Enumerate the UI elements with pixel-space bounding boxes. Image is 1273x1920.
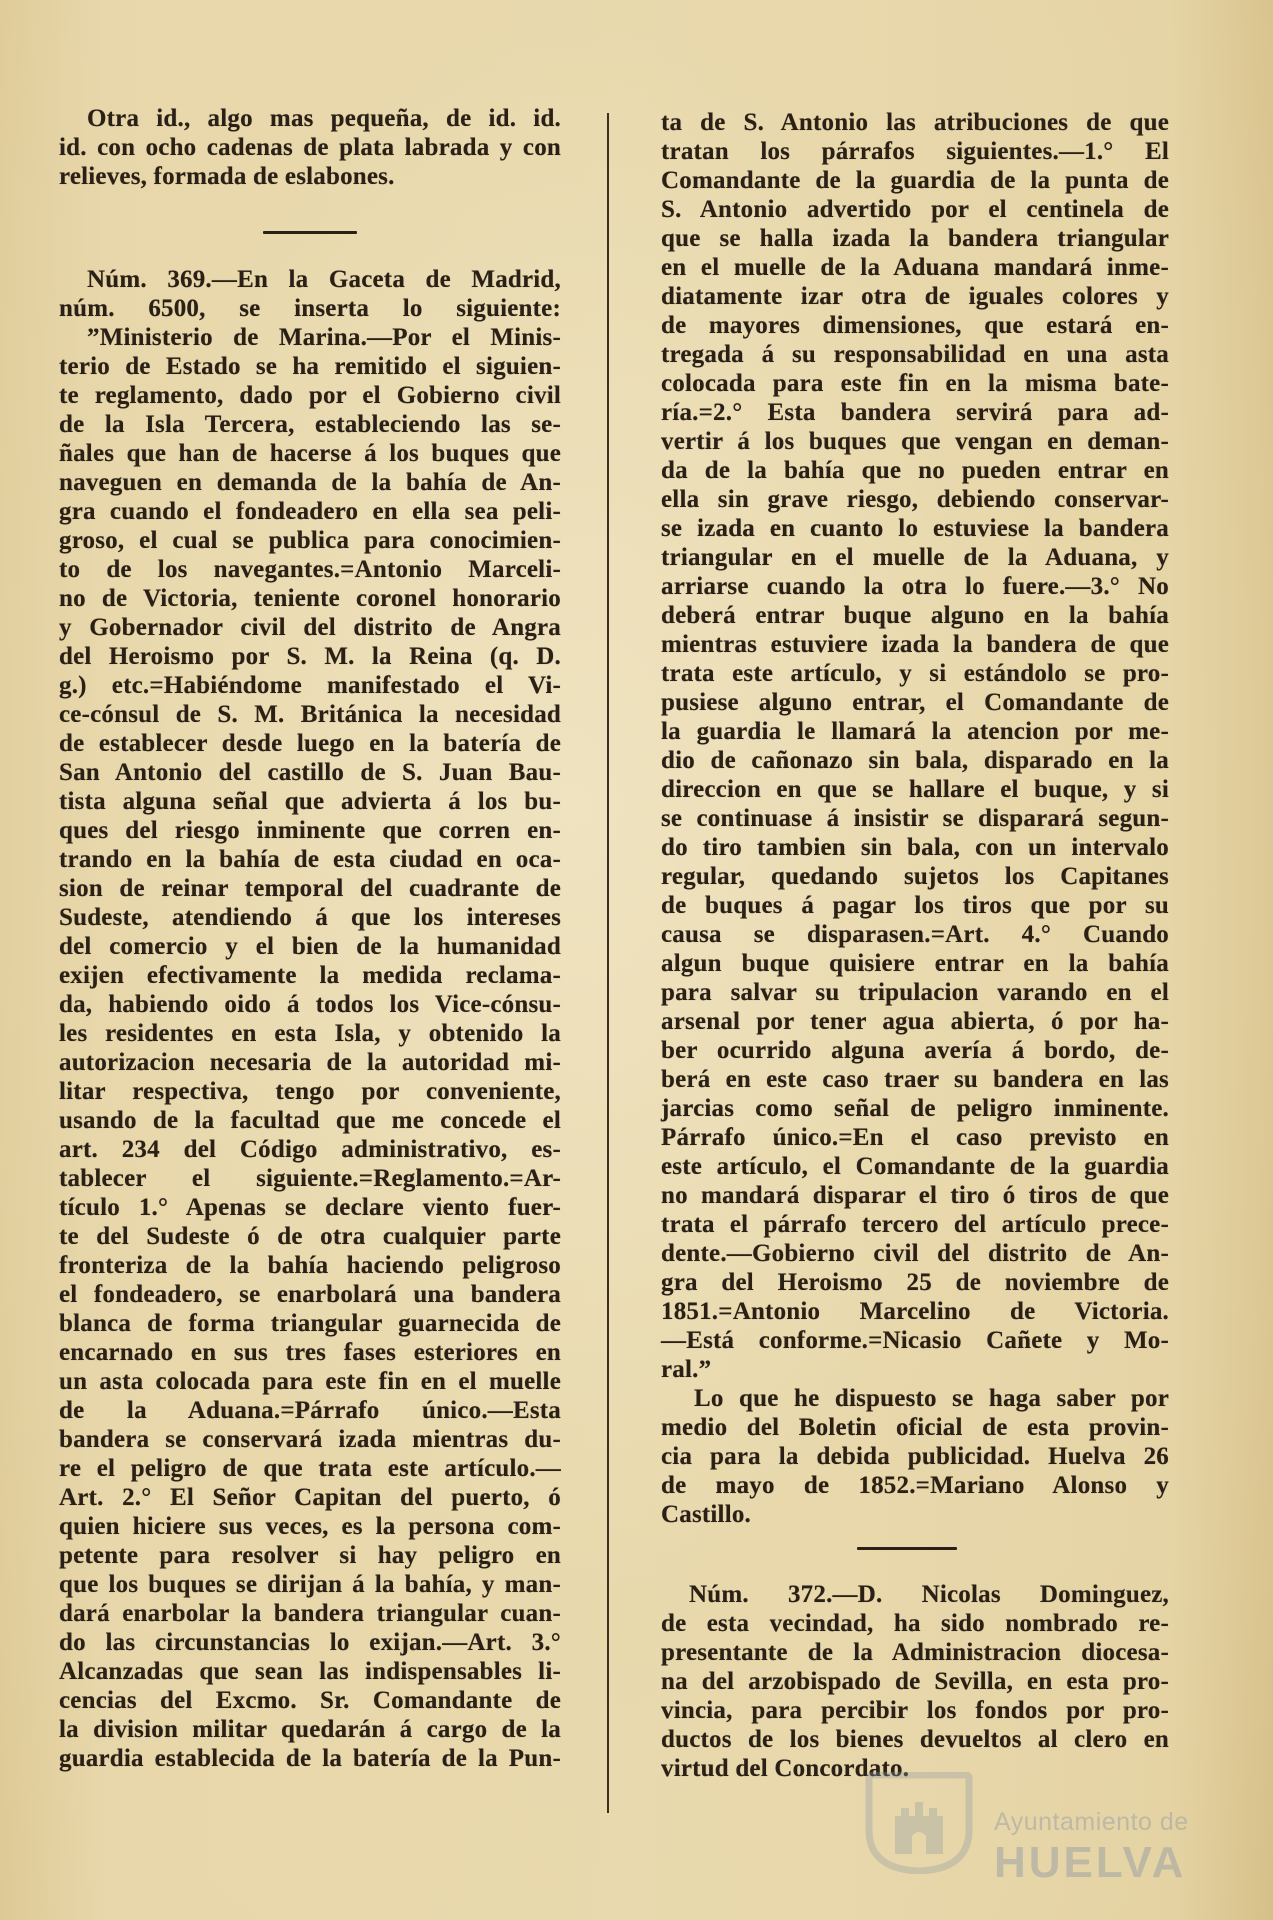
right-column-article-369-continued <box>661 108 1169 1529</box>
text-line: terio de Estado se ha remitido el siguien- <box>59 353 561 380</box>
text-line: Otra id., algo mas pequeña, de id. id. <box>87 105 561 132</box>
section-separator-rule <box>857 1547 957 1550</box>
text-line: re el peligro de que trata este artículo.— <box>59 1455 561 1482</box>
text-line: Lo que he dispuesto se haga saber por <box>694 1385 1169 1412</box>
text-line: de buques á pagar los tiros que por su <box>661 892 1169 919</box>
text-line: del Heroismo por S. M. la Reina (q. D. <box>59 643 561 670</box>
text-line: Núm. 372.—D. Nicolas Dominguez, <box>689 1581 1169 1608</box>
text-line: te reglamento, dado por el Gobierno civil <box>59 382 561 409</box>
text-line: berá en este caso traer su bandera en las <box>661 1066 1169 1093</box>
text-line: que se halla izada la bandera triangular <box>661 225 1169 252</box>
text-line: de esta vecindad, ha sido nombrado re- <box>661 1610 1169 1637</box>
text-line: ral.” <box>661 1356 712 1383</box>
text-line: naveguen en demanda de la bahía de An- <box>59 469 561 496</box>
text-line: arsenal por tener agua abierta, ó por ha- <box>661 1008 1169 1035</box>
text-line: del comercio y el bien de la humanidad <box>59 933 561 960</box>
text-line: de establecer desde luego en la batería de <box>59 730 561 757</box>
text-line: trata el párrafo tercero del artículo prece- <box>661 1211 1169 1238</box>
text-line: pusiese alguno entrar, el Comandante de <box>661 689 1169 716</box>
text-line: encarnado en sus tres fases esteriores en <box>59 1339 561 1366</box>
text-line: triangular en el muelle de la Aduana, y <box>661 544 1169 571</box>
text-line: usando de la facultad que me concede el <box>59 1107 561 1134</box>
text-line: ”Ministerio de Marina.—Por el Minis- <box>87 324 561 351</box>
text-line: Alcanzadas que sean las indispensables li- <box>59 1658 561 1685</box>
text-line: causa se disparasen.=Art. 4.° Cuando <box>661 921 1169 948</box>
text-line: la guardia le llamará la atencion por me- <box>661 718 1169 745</box>
text-line: quien hiciere sus veces, es la persona com- <box>59 1513 561 1540</box>
text-line: en el muelle de la Aduana mandará inme- <box>661 254 1169 281</box>
text-line: dio de cañonazo sin bala, disparado en la <box>661 747 1169 774</box>
text-line: Castillo. <box>661 1501 751 1528</box>
text-line: Art. 2.° El Señor Capitan del puerto, ó <box>59 1484 561 1511</box>
text-line: da de la bahía que no pueden entrar en <box>661 457 1169 484</box>
text-line: trata este artículo, y si estándolo se pro- <box>661 660 1169 687</box>
text-line: Sudeste, atendiendo á que los intereses <box>59 904 561 931</box>
text-line: to de los navegantes.=Antonio Marceli- <box>59 556 561 583</box>
text-line: algun buque quisiere entrar en la bahía <box>661 950 1169 977</box>
text-line: núm. 6500, se inserta lo siguiente: <box>59 295 561 322</box>
text-line: bandera se conservará izada mientras du- <box>59 1426 561 1453</box>
section-separator-rule <box>263 231 357 234</box>
text-line: petente para resolver si hay peligro en <box>59 1542 561 1569</box>
text-line: S. Antonio advertido por el centinela de <box>661 196 1169 223</box>
text-line: relieves, formada de eslabones. <box>59 163 395 190</box>
text-line: presentante de la Administracion diocesa- <box>661 1639 1169 1666</box>
text-line: tista alguna señal que advierta á los bu- <box>59 788 561 815</box>
text-line: cencias del Excmo. Sr. Comandante de <box>59 1687 561 1714</box>
text-line: dará enarbolar la bandera triangular cuan- <box>59 1600 561 1627</box>
text-line: do tiro tambien sin bala, con un intervalo <box>661 834 1169 861</box>
text-line: colocada para este fin en la misma bate- <box>661 370 1169 397</box>
text-line: tregada á su responsabilidad en una asta <box>661 341 1169 368</box>
text-line: este artículo, el Comandante de la guardia <box>661 1153 1169 1180</box>
text-line: Comandante de la guardia de la punta de <box>661 167 1169 194</box>
text-line: ques del riesgo inminente que corren en- <box>59 817 561 844</box>
text-line: te del Sudeste ó de otra cualquier parte <box>59 1223 561 1250</box>
text-line: guardia establecida de la batería de la Pun- <box>59 1745 561 1772</box>
text-line: Núm. 369.—En la Gaceta de Madrid, <box>87 266 561 293</box>
text-line: tablecer el siguiente.=Reglamento.=Ar- <box>59 1165 561 1192</box>
text-line: virtud del Concordato. <box>661 1755 910 1782</box>
text-line: jarcias como señal de peligro inminente. <box>661 1095 1169 1122</box>
text-line: San Antonio del castillo de S. Juan Bau- <box>59 759 561 786</box>
text-line: tratan los párrafos siguientes.—1.° El <box>661 138 1169 165</box>
text-line: litar respectiva, tengo por conveniente, <box>59 1078 561 1105</box>
text-line: para salvar su tripulacion varando en el <box>661 979 1169 1006</box>
text-line: sion de reinar temporal del cuadrante de <box>59 875 561 902</box>
text-line: id. con ocho cadenas de plata labrada y con <box>59 134 561 161</box>
text-line: medio del Boletin oficial de esta provin- <box>661 1414 1169 1441</box>
text-line: ría.=2.° Esta bandera servirá para ad- <box>661 399 1169 426</box>
text-line: da, habiendo oido á todos los Vice-cónsu- <box>59 991 561 1018</box>
text-line: blanca de forma triangular guarnecida de <box>59 1310 561 1337</box>
text-line: vertir á los buques que vengan en deman- <box>661 428 1169 455</box>
text-line: de la Aduana.=Párrafo único.—Esta <box>59 1397 561 1424</box>
text-line: gra cuando el fondeadero en ella sea peli- <box>59 498 561 525</box>
text-line: dente.—Gobierno civil del distrito de An- <box>661 1240 1169 1267</box>
text-line: ta de S. Antonio las atribuciones de que <box>661 109 1169 136</box>
text-line: trando en la bahía de esta ciudad en oca- <box>59 846 561 873</box>
text-line: groso, el cual se publica para conocimien- <box>59 527 561 554</box>
text-line: el fondeadero, se enarbolará una bandera <box>59 1281 561 1308</box>
text-line: arriarse cuando la otra lo fuere.—3.° No <box>661 573 1169 600</box>
text-line: y Gobernador civil del distrito de Angra <box>59 614 561 641</box>
left-column-article-369 <box>59 265 561 1773</box>
text-line: de mayores dimensiones, que estará en- <box>661 312 1169 339</box>
huelva-logo-icon <box>857 1772 981 1874</box>
watermark-text: Ayuntamiento de <box>994 1808 1189 1836</box>
text-line: no mandará disparar el tiro ó tiros de que <box>661 1182 1169 1209</box>
text-line: do las circunstancias lo exijan.—Art. 3.° <box>59 1629 561 1656</box>
text-line: diatamente izar otra de iguales colores y <box>661 283 1169 310</box>
text-line: no de Victoria, teniente coronel honorario <box>59 585 561 612</box>
text-line: tículo 1.° Apenas se declare viento fuer- <box>59 1194 561 1221</box>
text-line: Párrafo único.=En el caso previsto en <box>661 1124 1169 1151</box>
text-line: ductos de los bienes devueltos al clero en <box>661 1726 1169 1753</box>
text-line: na del arzobispado de Sevilla, en esta pro- <box>661 1668 1169 1695</box>
text-line: que los buques se dirijan á la bahía, y man- <box>59 1571 561 1598</box>
text-line: —Está conforme.=Nicasio Cañete y Mo- <box>661 1327 1169 1354</box>
text-line: deberá entrar buque alguno en la bahía <box>661 602 1169 629</box>
text-line: 1851.=Antonio Marcelino de Victoria. <box>661 1298 1169 1325</box>
text-line: se izada en cuanto lo estuviese la bandera <box>661 515 1169 542</box>
text-line: fronteriza de la bahía haciendo peligroso <box>59 1252 561 1279</box>
text-line: ella sin grave riesgo, debiendo conservar- <box>661 486 1169 513</box>
text-line: vincia, para percibir los fondos por pro- <box>661 1697 1169 1724</box>
text-line: la division militar quedarán á cargo de la <box>59 1716 561 1743</box>
text-line: direccion en que se hallare el buque, y si <box>661 776 1169 803</box>
text-line: mientras estuviere izada la bandera de que <box>661 631 1169 658</box>
text-line: ce-cónsul de S. M. Británica la necesidad <box>59 701 561 728</box>
text-line: gra del Heroismo 25 de noviembre de <box>661 1269 1169 1296</box>
text-line: les residentes en esta Isla, y obtenido la <box>59 1020 561 1047</box>
watermark-title: HUELVA <box>994 1838 1187 1887</box>
text-line: autorizacion necesaria de la autoridad mi- <box>59 1049 561 1076</box>
text-line: art. 234 del Código administrativo, es- <box>59 1136 561 1163</box>
text-line: un asta colocada para este fin en el muelle <box>59 1368 561 1395</box>
left-column-top-paragraph <box>59 104 561 191</box>
text-line: exijen efectivamente la medida reclama- <box>59 962 561 989</box>
text-line: regular, quedando sujetos los Capitanes <box>661 863 1169 890</box>
text-line: se continuase á insistir se disparará segun- <box>661 805 1169 832</box>
text-line: ber ocurrido alguna avería á bordo, de- <box>661 1037 1169 1064</box>
text-line: g.) etc.=Habiéndome manifestado el Vi- <box>59 672 561 699</box>
text-line: cia para la debida publicidad. Huelva 26 <box>661 1443 1169 1470</box>
right-column-article-372 <box>661 1580 1169 1783</box>
column-divider <box>607 113 609 1813</box>
text-line: de la Isla Tercera, estableciendo las se- <box>59 411 561 438</box>
text-line: de mayo de 1852.=Mariano Alonso y <box>661 1472 1169 1499</box>
text-line: ñales que han de hacerse á los buques que <box>59 440 561 467</box>
